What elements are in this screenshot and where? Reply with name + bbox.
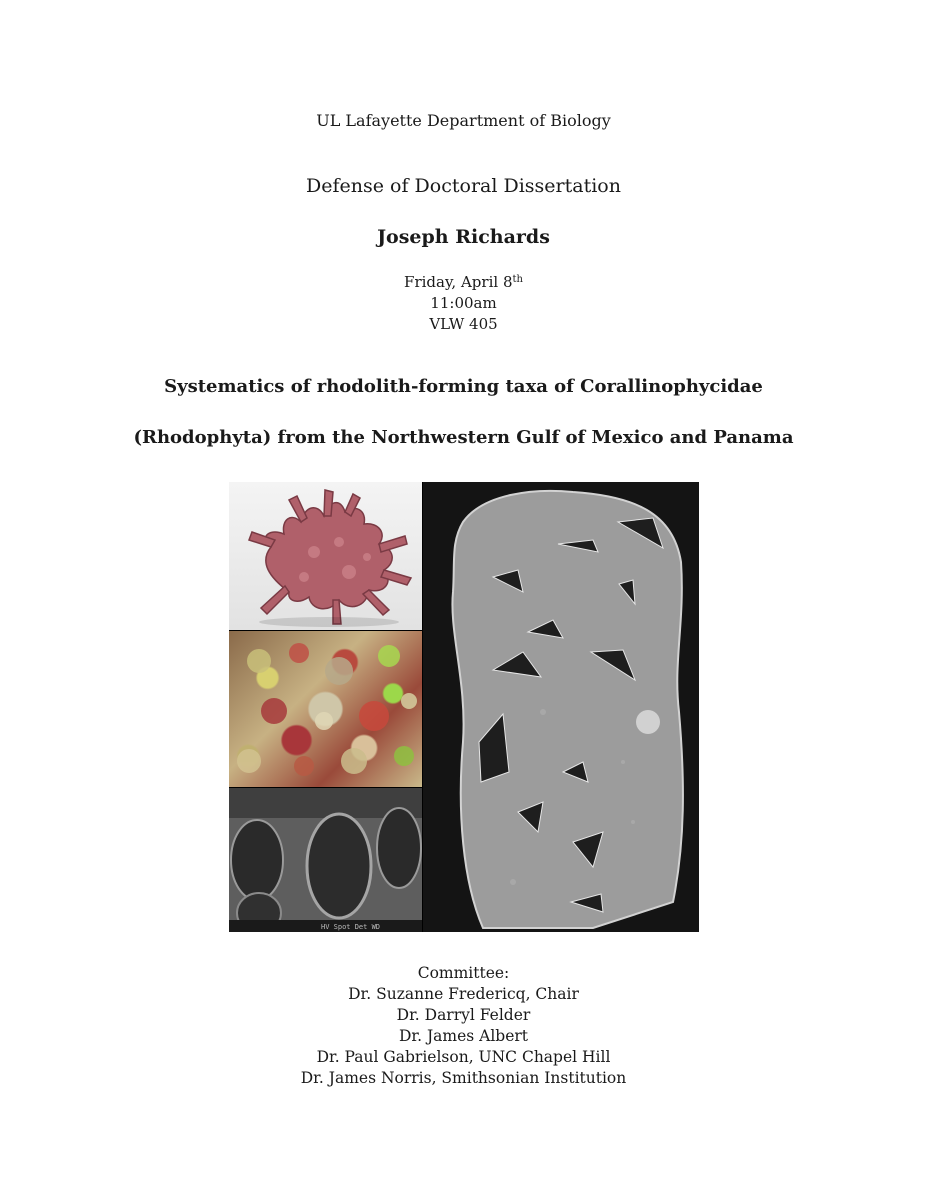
candidate-name: Joseph Richards — [377, 226, 550, 248]
event-title: Defense of Doctoral Dissertation — [306, 175, 621, 197]
committee-member: Dr. James Norris, Smithsonian Institution — [300, 1069, 627, 1087]
committee-heading: Committee: — [417, 964, 510, 982]
dissertation-title-line-1: Systematics of rhodolith-forming taxa of Corallinophycidae — [164, 376, 763, 397]
sem-caption: HV Spot Det WD — [321, 923, 381, 931]
event-time: 11:00am — [430, 294, 497, 312]
department-heading: UL Lafayette Department of Biology — [316, 111, 611, 130]
committee-member: Dr. Suzanne Fredericq, Chair — [348, 985, 579, 1003]
committee-list — [0, 963, 927, 1089]
rhodolith-specimen-photo — [229, 482, 422, 630]
event-date: Friday, April 8th — [404, 273, 523, 291]
committee-member: Dr. Darryl Felder — [396, 1006, 531, 1024]
event-room: VLW 405 — [429, 315, 498, 333]
reef-crust-photo — [229, 631, 422, 787]
event-details — [0, 272, 927, 335]
committee-member: Dr. James Albert — [398, 1027, 529, 1045]
sem-conceptacle-image — [229, 788, 422, 932]
sem-section-image — [423, 482, 699, 932]
figure-collage — [229, 482, 699, 932]
dissertation-title-line-2: (Rhodophyta) from the Northwestern Gulf of Mexico and Panama — [133, 427, 794, 448]
committee-member: Dr. Paul Gabrielson, UNC Chapel Hill — [316, 1048, 611, 1066]
